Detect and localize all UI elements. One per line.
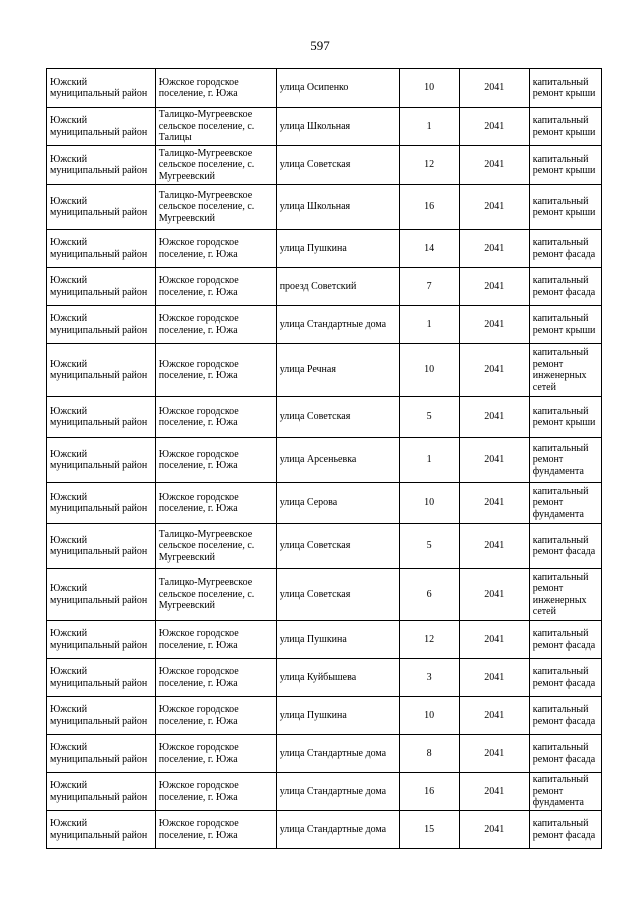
- year-cell: 2041: [459, 811, 529, 849]
- table-row: [47, 659, 602, 697]
- table-row: [47, 524, 602, 569]
- street-cell: улица Стандартные дома: [276, 811, 399, 849]
- house-number-cell: 10: [399, 697, 459, 735]
- settlement-cell: Южское городское поселение, г. Южа: [155, 621, 276, 659]
- settlement-cell: Южское городское поселение, г. Южа: [155, 344, 276, 397]
- district-cell: Южский муниципальный район: [47, 483, 156, 524]
- settlement-cell: Южское городское поселение, г. Южа: [155, 268, 276, 306]
- settlement-cell: Южское городское поселение, г. Южа: [155, 697, 276, 735]
- year-cell: 2041: [459, 146, 529, 185]
- district-cell: Южский муниципальный район: [47, 735, 156, 773]
- year-cell: 2041: [459, 569, 529, 621]
- table-row: [47, 438, 602, 483]
- registry-table-body: [47, 69, 602, 849]
- year-cell: 2041: [459, 397, 529, 438]
- district-cell: Южский муниципальный район: [47, 268, 156, 306]
- work-type-cell: капитальный ремонт инженерных сетей: [529, 569, 601, 621]
- year-cell: 2041: [459, 344, 529, 397]
- page-number: 597: [310, 38, 330, 53]
- house-number-cell: 12: [399, 146, 459, 185]
- district-cell: Южский муниципальный район: [47, 185, 156, 230]
- settlement-cell: Талицко-Мугреевское сельское поселение, с. Мугреевский: [155, 185, 276, 230]
- work-type-cell: капитальный ремонт фасада: [529, 697, 601, 735]
- street-cell: улица Школьная: [276, 108, 399, 146]
- work-type-cell: капитальный ремонт крыши: [529, 69, 601, 108]
- street-cell: улица Стандартные дома: [276, 735, 399, 773]
- year-cell: 2041: [459, 230, 529, 268]
- year-cell: 2041: [459, 268, 529, 306]
- work-type-cell: капитальный ремонт фасада: [529, 268, 601, 306]
- street-cell: улица Стандартные дома: [276, 773, 399, 811]
- settlement-cell: Южское городское поселение, г. Южа: [155, 438, 276, 483]
- table-row: [47, 621, 602, 659]
- work-type-cell: капитальный ремонт фасада: [529, 524, 601, 569]
- work-type-cell: капитальный ремонт фундамента: [529, 438, 601, 483]
- house-number-cell: 12: [399, 621, 459, 659]
- table-row: [47, 268, 602, 306]
- year-cell: 2041: [459, 697, 529, 735]
- table-row: [47, 483, 602, 524]
- settlement-cell: Южское городское поселение, г. Южа: [155, 306, 276, 344]
- work-type-cell: капитальный ремонт фасада: [529, 811, 601, 849]
- work-type-cell: капитальный ремонт фасада: [529, 230, 601, 268]
- table-row: [47, 69, 602, 108]
- street-cell: улица Пушкина: [276, 697, 399, 735]
- district-cell: Южский муниципальный район: [47, 773, 156, 811]
- street-cell: улица Арсеньевка: [276, 438, 399, 483]
- district-cell: Южский муниципальный район: [47, 524, 156, 569]
- work-type-cell: капитальный ремонт фундамента: [529, 483, 601, 524]
- settlement-cell: Южское городское поселение, г. Южа: [155, 397, 276, 438]
- settlement-cell: Талицко-Мугреевское сельское поселение, с. Мугреевский: [155, 146, 276, 185]
- year-cell: 2041: [459, 735, 529, 773]
- district-cell: Южский муниципальный район: [47, 621, 156, 659]
- year-cell: 2041: [459, 659, 529, 697]
- year-cell: 2041: [459, 306, 529, 344]
- work-type-cell: капитальный ремонт фасада: [529, 621, 601, 659]
- table-row: [47, 108, 602, 146]
- street-cell: улица Осипенко: [276, 69, 399, 108]
- settlement-cell: Южское городское поселение, г. Южа: [155, 659, 276, 697]
- street-cell: улица Школьная: [276, 185, 399, 230]
- street-cell: улица Советская: [276, 397, 399, 438]
- street-cell: улица Пушкина: [276, 230, 399, 268]
- street-cell: проезд Советский: [276, 268, 399, 306]
- settlement-cell: Талицко-Мугреевское сельское поселение, с. Талицы: [155, 108, 276, 146]
- house-number-cell: 10: [399, 483, 459, 524]
- table-row: [47, 230, 602, 268]
- table-row: [47, 146, 602, 185]
- year-cell: 2041: [459, 108, 529, 146]
- table-row: [47, 185, 602, 230]
- settlement-cell: Талицко-Мугреевское сельское поселение, с. Мугреевский: [155, 569, 276, 621]
- work-type-cell: капитальный ремонт инженерных сетей: [529, 344, 601, 397]
- work-type-cell: капитальный ремонт крыши: [529, 397, 601, 438]
- table-row: [47, 569, 602, 621]
- year-cell: 2041: [459, 524, 529, 569]
- house-number-cell: 5: [399, 397, 459, 438]
- table-row: [47, 306, 602, 344]
- house-number-cell: 5: [399, 524, 459, 569]
- district-cell: Южский муниципальный район: [47, 230, 156, 268]
- house-number-cell: 16: [399, 185, 459, 230]
- settlement-cell: Южское городское поселение, г. Южа: [155, 773, 276, 811]
- settlement-cell: Южское городское поселение, г. Южа: [155, 69, 276, 108]
- district-cell: Южский муниципальный район: [47, 659, 156, 697]
- table-row: [47, 735, 602, 773]
- table-row: [47, 697, 602, 735]
- year-cell: 2041: [459, 185, 529, 230]
- work-type-cell: капитальный ремонт крыши: [529, 306, 601, 344]
- district-cell: Южский муниципальный район: [47, 146, 156, 185]
- house-number-cell: 8: [399, 735, 459, 773]
- settlement-cell: Южское городское поселение, г. Южа: [155, 483, 276, 524]
- work-type-cell: капитальный ремонт крыши: [529, 146, 601, 185]
- house-number-cell: 7: [399, 268, 459, 306]
- work-type-cell: капитальный ремонт фасада: [529, 659, 601, 697]
- work-type-cell: капитальный ремонт фундамента: [529, 773, 601, 811]
- year-cell: 2041: [459, 621, 529, 659]
- settlement-cell: Южское городское поселение, г. Южа: [155, 811, 276, 849]
- settlement-cell: Южское городское поселение, г. Южа: [155, 735, 276, 773]
- year-cell: 2041: [459, 773, 529, 811]
- district-cell: Южский муниципальный район: [47, 344, 156, 397]
- district-cell: Южский муниципальный район: [47, 697, 156, 735]
- table-row: [47, 811, 602, 849]
- work-type-cell: капитальный ремонт фасада: [529, 735, 601, 773]
- street-cell: улица Речная: [276, 344, 399, 397]
- house-number-cell: 3: [399, 659, 459, 697]
- district-cell: Южский муниципальный район: [47, 306, 156, 344]
- house-number-cell: 15: [399, 811, 459, 849]
- house-number-cell: 10: [399, 344, 459, 397]
- year-cell: 2041: [459, 69, 529, 108]
- district-cell: Южский муниципальный район: [47, 811, 156, 849]
- year-cell: 2041: [459, 483, 529, 524]
- district-cell: Южский муниципальный район: [47, 438, 156, 483]
- street-cell: улица Пушкина: [276, 621, 399, 659]
- work-type-cell: капитальный ремонт крыши: [529, 108, 601, 146]
- street-cell: улица Куйбышева: [276, 659, 399, 697]
- street-cell: улица Советская: [276, 146, 399, 185]
- district-cell: Южский муниципальный район: [47, 569, 156, 621]
- settlement-cell: Южское городское поселение, г. Южа: [155, 230, 276, 268]
- house-number-cell: 1: [399, 306, 459, 344]
- district-cell: Южский муниципальный район: [47, 108, 156, 146]
- street-cell: улица Стандартные дома: [276, 306, 399, 344]
- table-row: [47, 397, 602, 438]
- district-cell: Южский муниципальный район: [47, 397, 156, 438]
- table-row: [47, 344, 602, 397]
- registry-table: [46, 68, 602, 849]
- house-number-cell: 14: [399, 230, 459, 268]
- house-number-cell: 16: [399, 773, 459, 811]
- work-type-cell: капитальный ремонт крыши: [529, 185, 601, 230]
- district-cell: Южский муниципальный район: [47, 69, 156, 108]
- year-cell: 2041: [459, 438, 529, 483]
- house-number-cell: 1: [399, 108, 459, 146]
- house-number-cell: 1: [399, 438, 459, 483]
- house-number-cell: 6: [399, 569, 459, 621]
- street-cell: улица Советская: [276, 524, 399, 569]
- street-cell: улица Серова: [276, 483, 399, 524]
- house-number-cell: 10: [399, 69, 459, 108]
- settlement-cell: Талицко-Мугреевское сельское поселение, с. Мугреевский: [155, 524, 276, 569]
- street-cell: улица Советская: [276, 569, 399, 621]
- table-row: [47, 773, 602, 811]
